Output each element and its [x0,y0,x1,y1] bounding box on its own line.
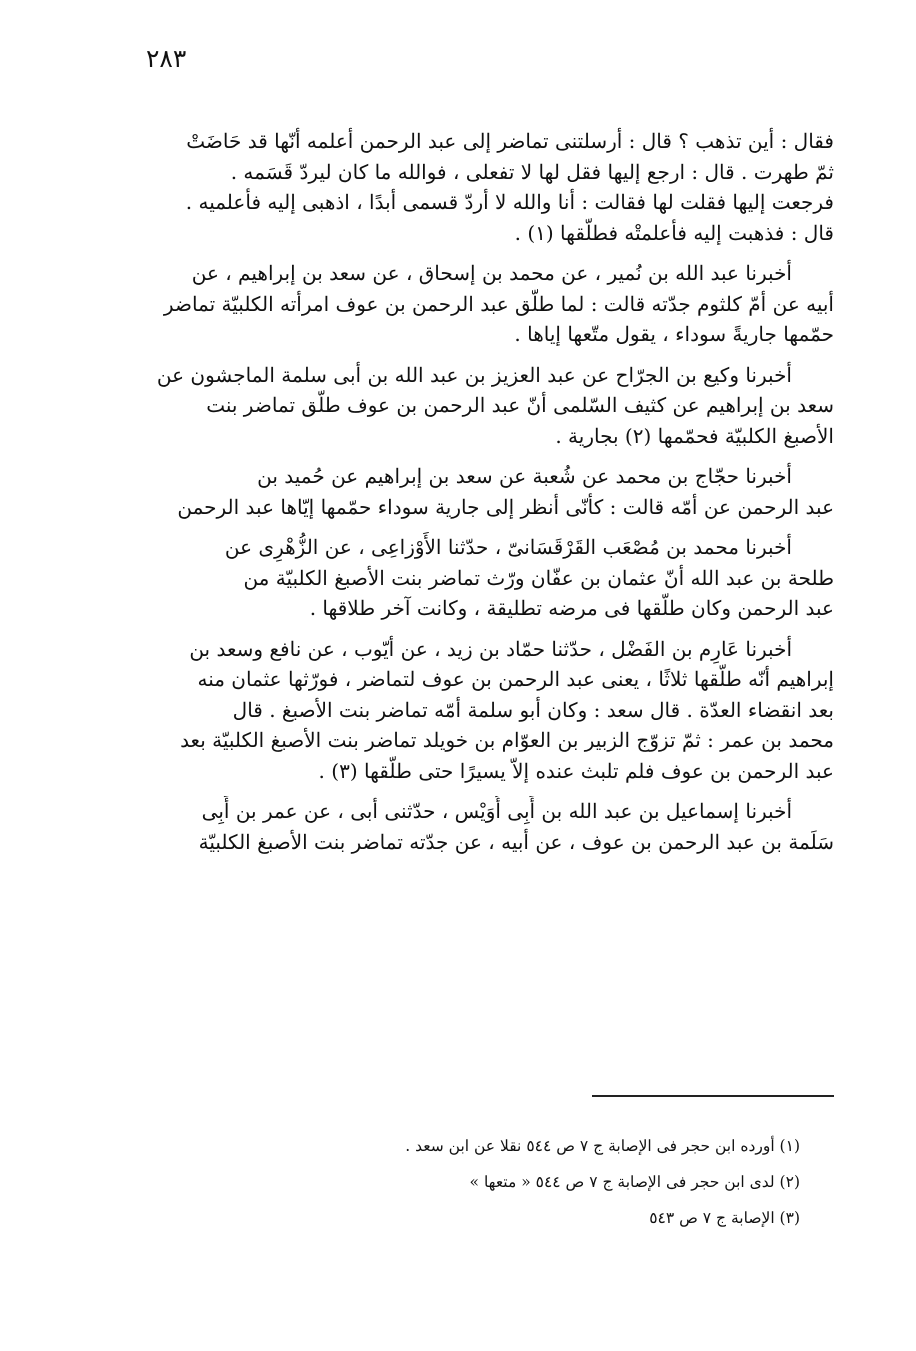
text-line: سَلَمة بن عبد الرحمن بن عوف ، عن أبيه ، عن جدّته تماضر بنت الأصبغ الكلبيّة [198,829,834,854]
page-number: ٢٨٣ [146,44,187,73]
paragraph-6 [138,634,834,787]
text-line: فرجعت إليها فقلت لها فقالت : أنا والله لا أردّ قسمى أبدًا ، اذهبى إليه فأعلميه . [185,190,834,214]
text-line: قال : فذهبت إليه فأعلمتْه فطلّقها (١) . [514,220,834,245]
text-line: سعد بن إبراهيم عن كثيف السّلمى أنّ عبد الرحمن بن عوف طلّق تماضر بنت [206,393,834,417]
paragraph-2 [138,258,834,350]
paragraph-5 [138,532,834,624]
text-line: عبد الرحمن بن عوف فلم تلبث عنده إلاّ يسيرًا حتى طلّقها (٣) . [318,758,834,783]
text-line: أخبرنا إسماعيل بن عبد الله بن أَبِى أُوَيْس ، حدّثنى أبى ، عن عمر بن أَبِى [201,799,792,823]
body-text [138,126,834,867]
text-line: أخبرنا عَارِم بن الفَضْل ، حدّثنا حمّاد بن زيد ، عن أيّوب ، عن نافع وسعد بن [189,636,792,661]
text-line: أخبرنا عبد الله بن نُمير ، عن محمد بن إسحاق ، عن سعد بن إبراهيم ، عن [191,261,792,285]
text-line: محمد بن عمر : ثمّ تزوّج الزبير بن العوّام بن خويلد تماضر بنت الأصبغ الكلبيّة بعد [180,728,834,752]
text-line: الأصبغ الكلبيّة فحمّمها (٢) بجارية . [555,423,834,448]
text-line: أخبرنا حجّاج بن محمد عن شُعبة عن سعد بن إبراهيم عن حُميد بن [257,464,792,488]
text-line: طلحة بن عبد الله أنّ عثمان بن عفّان ورّث تماضر بنت الأصبغ الكلبيّة من [243,565,834,590]
paragraph-4 [138,461,834,522]
footnote-divider [592,1095,834,1097]
text-line: أخبرنا وكيع بن الجرّاح عن عبد العزيز بن عبد الله بن أبى سلمة الماجشون عن [156,362,792,387]
paragraph-7 [138,796,834,857]
text-line: أبيه عن أمّ كلثوم جدّته قالت : لما طلّق عبد الرحمن بن عوف امرأته الكلبيّة تماضر [163,291,834,316]
text-line: ثمّ طهرت . قال : ارجع إليها فقل لها لا تفعلى ، فوالله ما كان ليردّ قَسَمه . [230,159,834,184]
footnotes [200,1135,800,1243]
paragraph-3 [138,360,834,452]
text-line: إبراهيم أنّه طلّقها ثلاثًا ، يعنى عبد الرحمن بن عوف لتماضر ، فورّثها عثمان منه [197,667,834,691]
footnote-3: (٣) الإصابة ج ٧ ص ٥٤٣ [649,1209,800,1227]
paragraph-1 [138,126,834,248]
footnote-1: (١) أورده ابن حجر فى الإصابة ج ٧ ص ٥٤٤ نقلا عن ابن سعد . [405,1137,800,1155]
text-line: أخبرنا محمد بن مُصْعَب القَرْقَسَانىّ ، حدّثنا الأَوْزاعِى ، عن الزُّهْرِى عن [224,535,792,559]
footnote-2: (٢) لدى ابن حجر فى الإصابة ج ٧ ص ٥٤٤ « متعها » [469,1173,800,1191]
text-line: فقال : أين تذهب ؟ قال : أرسلتنى تماضر إلى عبد الرحمن أعلمه أنّها قد حَاضَتْ [186,129,834,153]
text-line: بعد انقضاء العدّة . قال سعد : وكان أبو سلمة أمّه تماضر بنت الأصبغ . قال [232,697,834,722]
text-line: عبد الرحمن عن أمّه قالت : كأنّى أنظر إلى جارية سوداء حمّمها إيّاها عبد الرحمن [177,494,834,519]
text-line: حمّمها جاريةً سوداء ، يقول متّعها إياها . [514,322,834,346]
text-line: عبد الرحمن وكان طلّقها فى مرضه تطليقة ، وكانت آخر طلاقها . [309,596,834,620]
